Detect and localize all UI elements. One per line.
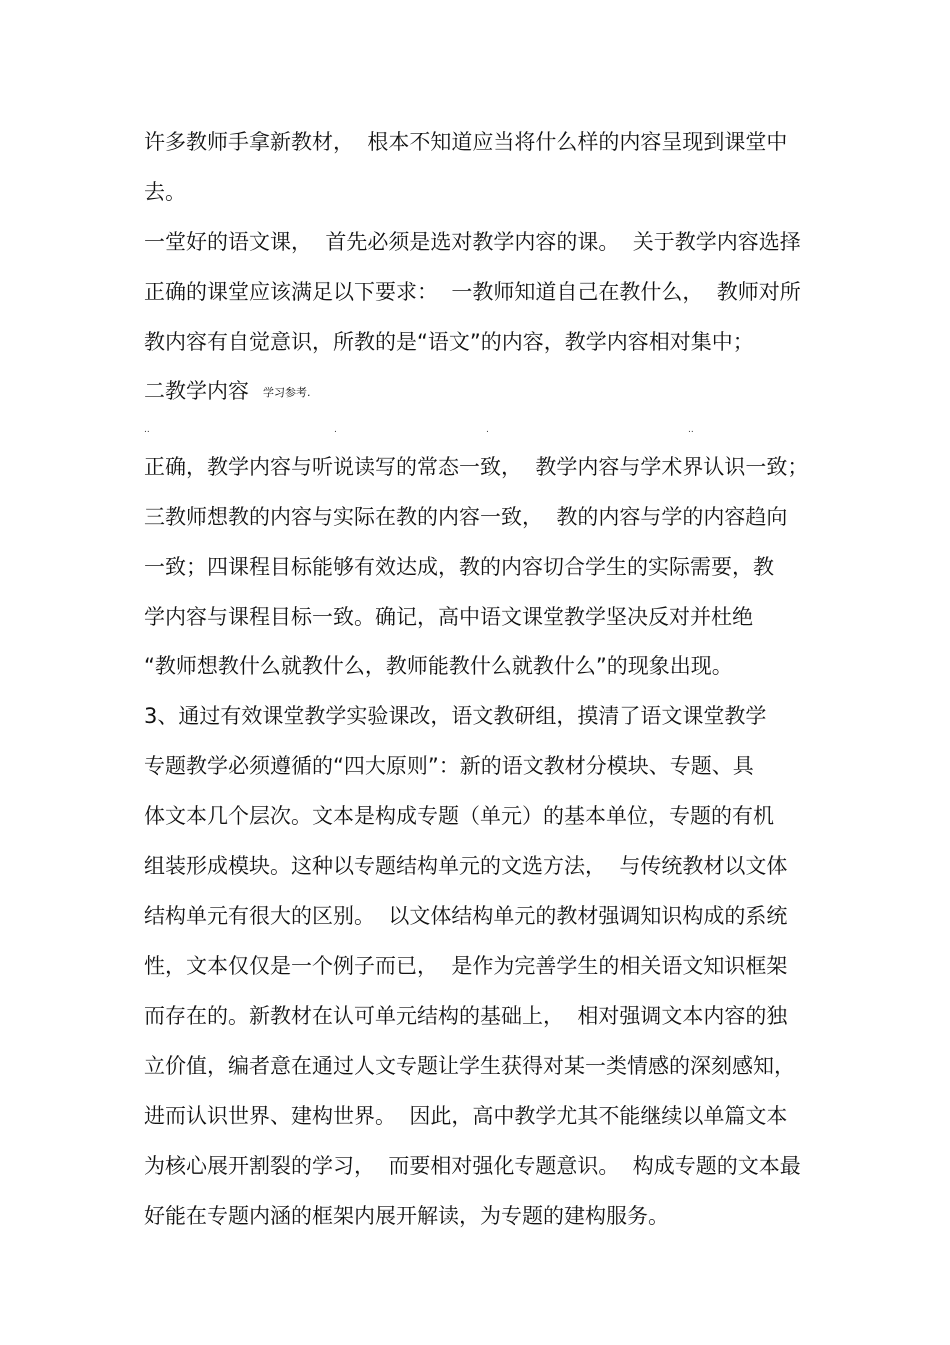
page-break-mark: . [486, 425, 489, 435]
text-line: 许多教师手拿新教材， 根本不知道应当将什么样的内容呈现到课堂中 [144, 130, 788, 154]
text-line: 专题教学必须遵循的“四大原则”：新的语文教材分模块、专题、具 [144, 754, 754, 778]
text-line: 正确的课堂应该满足以下要求： 一教师知道自己在教什么， 教师对所 [144, 280, 801, 304]
text-line: 一致；四课程目标能够有效达成，教的内容切合学生的实际需要，教 [144, 555, 774, 579]
page-break-mark: . [334, 425, 337, 435]
text-line: 为核心展开割裂的学习， 而要相对强化专题意识。 构成专题的文本最 [144, 1154, 801, 1178]
page-break-mark: .. [688, 425, 694, 435]
text-line: 二教学内容 [144, 379, 249, 403]
text-line: 3、通过有效课堂教学实验课改，语文教研组，摸清了语文课堂教学 [144, 704, 767, 728]
text-line: 体文本几个层次。文本是构成专题（单元）的基本单位，专题的有机 [144, 804, 774, 828]
text-line: 去。 [144, 180, 186, 204]
text-line: 组装形成模块。这种以专题结构单元的文选方法， 与传统教材以文体 [144, 854, 788, 878]
text-line: 好能在专题内涵的框架内展开解读，为专题的建构服务。 [144, 1204, 669, 1228]
page-break-mark: .. [144, 425, 150, 435]
text-line: 学内容与课程目标一致。确记，高中语文课堂教学坚决反对并杜绝 [144, 605, 753, 629]
text-line: 一堂好的语文课， 首先必须是选对教学内容的课。 关于教学内容选择 [144, 230, 801, 254]
text-line: 进而认识世界、建构世界。 因此，高中教学尤其不能继续以单篇文本 [144, 1104, 788, 1128]
text-line: 教内容有自觉意识，所教的是“语文”的内容，教学内容相对集中； [144, 330, 754, 354]
page-footer-note: 学习参考. [263, 386, 311, 399]
text-line: 性，文本仅仅是一个例子而已， 是作为完善学生的相关语文知识框架 [144, 954, 788, 978]
text-line: 正确，教学内容与听说读写的常态一致， 教学内容与学术界认识一致； [144, 455, 809, 479]
text-line: 三教师想教的内容与实际在教的内容一致， 教的内容与学的内容趋向 [144, 505, 788, 529]
text-line: “教师想教什么就教什么，教师能教什么就教什么”的现象出现。 [144, 654, 733, 678]
text-line: 而存在的。新教材在认可单元结构的基础上， 相对强调文本内容的独 [144, 1004, 788, 1028]
text-line-with-note [144, 377, 311, 407]
text-line: 结构单元有很大的区别。 以文体结构单元的教材强调知识构成的系统 [144, 904, 788, 928]
text-line: 立价值，编者意在通过人文专题让学生获得对某一类情感的深刻感知， [144, 1054, 795, 1078]
